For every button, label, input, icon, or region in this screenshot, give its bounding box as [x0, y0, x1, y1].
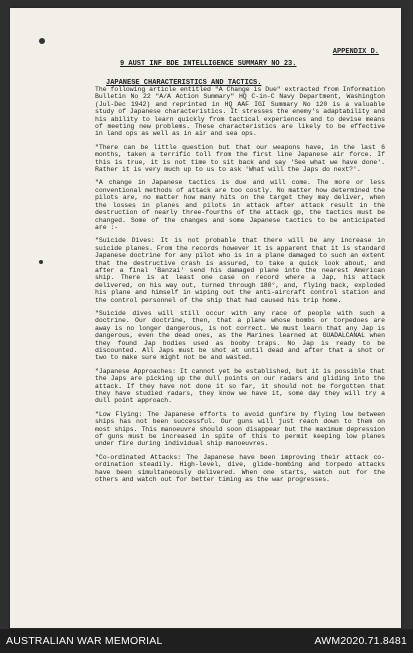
paragraph: "A change in Japanese tactics is due and will come. The more or less conventional methods of attack are too costly. No matter how determined the pilots are, no matter how many hits on the target they may deliver, when the losses in planes and pilots in attack after attack result in the destruction of nearly three-fourths of the attack gp, the tactics must be changed. Some of the changes and some Japanese tactics to be anticipated are :- [95, 179, 385, 231]
paragraph: "Suicide dives will still occur with any race of people with such a doctrine. Our doctrine, then, that a plane whose bombs or torpedoes are away is no longer dangerous, is not correct. We must learn that any Jap is dangerous, even the dead ones, as the Marines learned at GUADALCANAL when they found Jap bodies used as booby traps. No Jap is ready to be discounted. All Japs must be shot at until dead and after that a shot or two to make sure might not be and wasted. [95, 309, 385, 362]
paragraph: The following article entitled "A Change is Due" extracted from Information Bulletin No 22 "A/A Action Summary" HQ C-in-C Navy Department, Washington (Jul-Dec 1942) and reprinted in HQ AAF IGI Summary No 120 is a valuable study of Japanese characteristics. It stresses the enemy's adaptability and his ability to learn quickly from tactical experiences and to devise means of meeting new problems. These characteristics are likely to be effective in land ops as well as in air and sea ops. [95, 86, 385, 138]
appendix-label: APPENDIX D. [332, 48, 379, 56]
paragraph: "There can be little question but that our weapons have, in the last 6 months, taken a terrific toll from the first line Japanese air force. If this is true, it is not time to sit back and say 'See what we have done'. Rather it is very much up to us to ask 'What will the Japs do next?'. [95, 143, 385, 174]
footer-accession-id: AWM2020.71.8481 [314, 635, 407, 647]
paragraph: "Co-ordinated Attacks: The Japanese have been improving their attack co-ordination steadily. High-level, dive, glide-bombing and torpedo attacks have been simultaneously delivered. When one starts, watch out for the others and watch out for better timing as the war progresses. [95, 453, 385, 484]
document-title: JAPANESE CHARACTERISTICS AND TACTICS. [106, 79, 262, 87]
paragraph: "Low Flying: The Japanese efforts to avoid gunfire by flying low between ships has not been successful. Our guns will just reach down to them on most ships. This manoeuvre should soon disappear but the maximum depression of guns must be increased in spite of this to permit keeping low planes under fire during individual ship manoeuvres. [95, 410, 385, 448]
document-header: 9 AUST INF BDE INTELLIGENCE SUMMARY NO 23. [120, 60, 297, 68]
punch-hole-icon [39, 38, 45, 44]
document-page [10, 8, 401, 628]
footer-bar [0, 629, 413, 653]
paragraph: "Japanese Approaches: It cannot yet be established, but it is possible that the Japs are picking up the dull points on our radars and gliding into the attack. If they have not done it so far, it should not be forgotten that they have studied radars, they know we have it, some day they will try a dull point approach. [95, 367, 385, 405]
punch-hole-icon [39, 260, 43, 264]
document-body [95, 86, 385, 490]
paragraph: "Suicide Dives: It is not probable that there will be any increase in suicide planes. From the records however it is apparent that it is standard Japanese doctrine for any pilot who is in a plane damaged to such an extent that the destructive crash is assured, to take a quick look about, and after a final 'Banzai' send his damaged plane into the nearest American ship. There is at least one case on record where a Jap, his attack delivered, on his way out, turned through 180°, and, flying back, exploded his plane and himself in wiping out the anti-aircraft control station and the control personnel of the ship that had caused his trip home. [95, 237, 385, 304]
footer-institution: AUSTRALIAN WAR MEMORIAL [6, 635, 163, 647]
